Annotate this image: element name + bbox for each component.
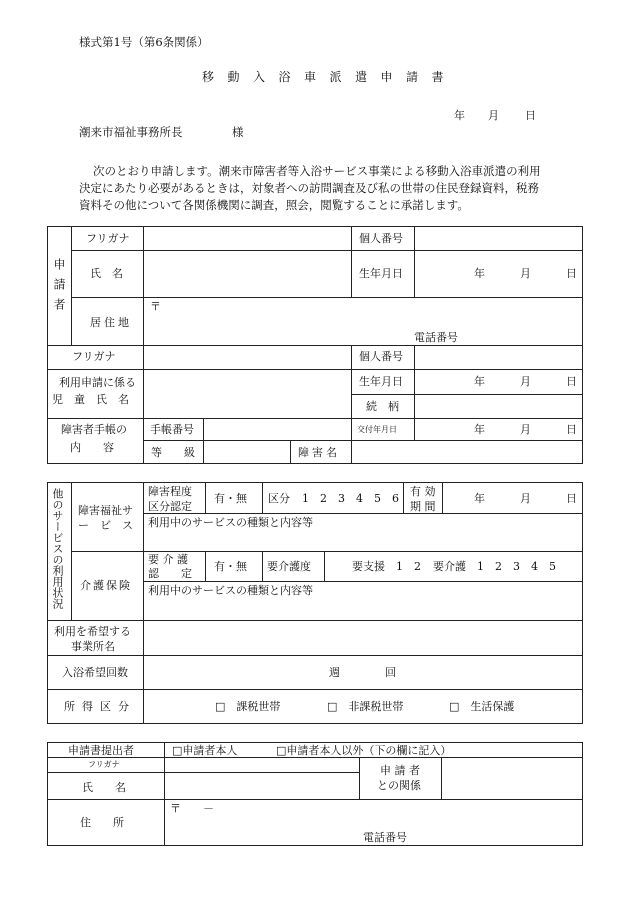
child-relation-label: 続 柄	[366, 400, 399, 413]
applicant-section-label: 申請者	[52, 258, 66, 318]
submitter-phone-label: 電話番号	[363, 831, 407, 844]
submitter-relation-label-1: 申 請 者	[380, 764, 420, 777]
form-number: 様式第1号（第6条関係）	[79, 35, 209, 49]
welfare-cert-label-1: 障害程度	[148, 485, 192, 498]
applicant-address-label: 居住地	[90, 316, 132, 329]
care-insurance-label: 介護保険	[80, 579, 132, 592]
submitter-option-self[interactable]: □申請者本人	[172, 744, 238, 757]
child-furigana-label: フリガナ	[72, 350, 116, 363]
applicant-name-label: 氏 名	[90, 267, 123, 280]
addressee-name: 潮来市福祉事務所長	[79, 125, 183, 139]
office-label-1: 利用を希望する	[54, 625, 131, 638]
welfare-label-2: ー ビ ス	[78, 519, 133, 532]
child-birth-month: 月	[520, 375, 531, 388]
applicant-furigana-label: フリガナ	[86, 232, 130, 245]
addressee-suffix: 様	[232, 125, 244, 139]
income-option-welfare[interactable]: □ 生活保護	[449, 700, 515, 713]
child-name-label-1: 利用申請に係る	[59, 376, 136, 389]
child-personal-number-label: 個人番号	[359, 350, 403, 363]
submitter-relation-label-2: との関係	[377, 779, 421, 792]
applicant-birth-day: 日	[566, 267, 577, 280]
issue-date-label: 交付年月日	[357, 425, 397, 434]
care-level-label: 要介護度	[267, 560, 311, 573]
office-label-2: 事業所名	[71, 640, 115, 653]
services-section-label: 他のサービスの利用状況	[51, 488, 64, 609]
validity-day: 日	[566, 492, 577, 505]
intro-line-1: 次のとおり申請します。潮来市障害者等入浴サービス事業による移動入浴車派遣の利用	[93, 164, 541, 178]
page-title: 移動入浴車派遣申請書	[202, 70, 458, 84]
handbook-label-1: 障害者手帳の	[61, 423, 127, 436]
applicant-birth-year: 年	[474, 267, 485, 280]
care-cert-label-1: 要 介 護	[148, 553, 188, 566]
applicant-postal-mark: 〒	[150, 300, 161, 313]
intro-line-3: 資料その他について各関係機関に調査，照会，閲覧することに承諾します。	[79, 198, 469, 212]
income-label: 所得区分	[64, 700, 136, 713]
disability-name-label: 障害名	[298, 446, 340, 459]
welfare-yes-no: 有・無	[214, 492, 247, 505]
submitter-label: 申請書提出者	[68, 744, 134, 757]
date-month: 月	[488, 109, 499, 122]
welfare-cert-label-2: 区分認定	[148, 500, 192, 513]
bath-frequency-week: 週	[329, 666, 340, 679]
date-year: 年	[454, 109, 465, 122]
submitter-address-label: 住 所	[80, 816, 124, 829]
welfare-label-1: 障害福祉サ	[78, 504, 133, 517]
submitter-postal-mark: 〒 －	[170, 802, 214, 815]
child-birth-year: 年	[474, 375, 485, 388]
applicant-phone-label: 電話番号	[414, 331, 458, 344]
intro-line-2: 決定にあたり必要があるときは，対象者への訪問調査及び私の世帯の住民登録資料，税務	[79, 181, 539, 195]
validity-label-2: 期 間	[410, 500, 436, 513]
issue-day: 日	[566, 423, 577, 436]
welfare-class-values: 1 2 3 4 5 6	[302, 492, 399, 505]
applicant-birthdate-label: 生年月日	[359, 267, 403, 280]
applicant-birth-month: 月	[520, 267, 531, 280]
support-levels: 要支援 1 2	[352, 560, 421, 573]
grade-label: 等 級	[151, 446, 195, 459]
bath-frequency-label: 入浴希望回数	[62, 666, 128, 679]
welfare-in-use-label: 利用中のサービスの種類と内容等	[148, 516, 313, 529]
validity-month: 月	[520, 492, 531, 505]
child-birth-day: 日	[566, 375, 577, 388]
applicant-personal-number-label: 個人番号	[359, 232, 403, 245]
care-cert-label-2: 認 定	[148, 567, 192, 580]
care-levels: 要介護 1 2 3 4 5	[433, 560, 556, 573]
issue-month: 月	[520, 423, 531, 436]
validity-label-1: 有 効	[410, 485, 436, 498]
handbook-number-label: 手帳番号	[150, 423, 194, 436]
handbook-label-2: 内 容	[70, 441, 114, 454]
child-birthdate-label: 生年月日	[359, 375, 403, 388]
submitter-furigana-label: フリガナ	[88, 760, 120, 769]
submitter-option-other[interactable]: □申請者本人以外（下の欄に記入）	[276, 744, 452, 757]
welfare-class-label: 区分	[268, 492, 290, 505]
validity-year: 年	[474, 492, 485, 505]
issue-year: 年	[474, 423, 485, 436]
care-in-use-label: 利用中のサービスの種類と内容等	[148, 584, 313, 597]
income-option-taxed[interactable]: □ 課税世帯	[215, 700, 281, 713]
bath-frequency-times: 回	[385, 666, 396, 679]
submitter-name-label: 氏 名	[82, 781, 126, 794]
income-option-nontaxed[interactable]: □ 非課税世帯	[327, 700, 404, 713]
date-day: 日	[525, 109, 536, 122]
care-yes-no: 有・無	[214, 560, 247, 573]
child-name-label-2: 児 童 氏 名	[52, 393, 129, 406]
